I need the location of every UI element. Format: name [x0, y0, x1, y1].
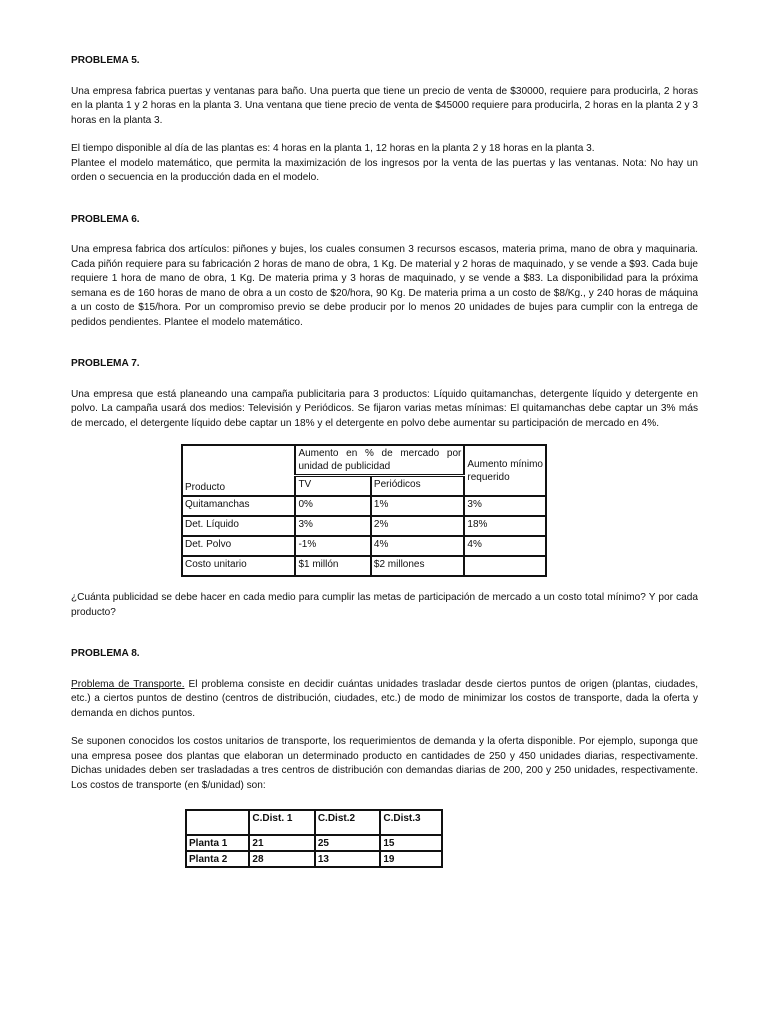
- document-page: [71, 54, 698, 868]
- cell-periodicos: $2 millones: [371, 556, 464, 576]
- table-row: [182, 536, 546, 556]
- header-minimo: Aumento mínimo requerido: [464, 445, 546, 496]
- cell-tv: 3%: [295, 516, 370, 536]
- problem-5-paragraph-3: Plantee el modelo matemático, que permita la maximización de los ingresos por la venta de las puertas y las ventanas. Nota: No hay un orden o secuencia en la producción dada en el modelo.: [71, 157, 698, 183]
- cell-producto: Quitamanchas: [182, 496, 295, 516]
- header-producto: Producto: [182, 445, 295, 496]
- cell-periodicos: 1%: [371, 496, 464, 516]
- header-tv: TV: [295, 476, 370, 497]
- table-row: [186, 835, 442, 851]
- cell-cost: 21: [249, 835, 314, 851]
- transport-cost-table: [185, 809, 443, 868]
- cell-cost: 19: [380, 851, 442, 867]
- cell-cost: 28: [249, 851, 314, 867]
- problem-8-paragraph-1: [71, 678, 698, 722]
- table-row: [182, 496, 546, 516]
- table-row: [182, 516, 546, 536]
- problem-8-title: PROBLEMA 8.: [71, 648, 140, 659]
- cell-minimo: [464, 556, 546, 576]
- problem-8-paragraph-1-text: El problema consiste en decidir cuántas unidades trasladar desde ciertos puntos de origen (plantas, ciudades, etc.) a ciertos puntos de destino (centros de distribución, ciudades, etc.) de modo de minimizar los costos de transporte, dada la oferta y demanda en dichos puntos.: [71, 678, 698, 719]
- cell-cost: 15: [380, 835, 442, 851]
- table-row: [186, 851, 442, 867]
- cell-tv: -1%: [295, 536, 370, 556]
- cell-cost: 13: [315, 851, 381, 867]
- cell-minimo: 3%: [464, 496, 546, 516]
- problem-7-title: PROBLEMA 7.: [71, 358, 140, 369]
- cell-tv: 0%: [295, 496, 370, 516]
- header-cdist-2: C.Dist.2: [315, 810, 381, 835]
- cell-minimo: 18%: [464, 516, 546, 536]
- cell-periodicos: 4%: [371, 536, 464, 556]
- problem-6-paragraph-1: Una empresa fabrica dos artículos: piñones y bujes, los cuales consumen 3 recursos escasos, materia prima, mano de obra y maquinaria. Cada piñón requiere para su fabricación 2 horas de mano de obra, 1 Kg. De material y 2 horas de maquinado, y se vende a $93. Cada buje requiere 1 hora de mano de obra, 1 Kg. De materia prima y 3 horas de maquinado, y se vende a $83. La disponibilidad para la próxima semana es de 160 horas de mano de obra a un costo de $20/hora, 90 Kg. De materia prima a un costo de $8/Kg., y 240 horas de máquina a un costo de $15/hora. Por un compromiso previo se debe producir por lo menos 20 unidades de bujes para cumplir con la entrega de pedidos pendientes. Plantee el modelo matemático.: [71, 244, 698, 328]
- cell-producto: Costo unitario: [182, 556, 295, 576]
- header-periodicos: Periódicos: [371, 476, 464, 497]
- cell-producto: Det. Polvo: [182, 536, 295, 556]
- header-empty: [186, 810, 249, 835]
- problem-8-paragraph-2: Se suponen conocidos los costos unitarios de transporte, los requerimientos de demanda y la oferta disponible. Por ejemplo, suponga que una empresa posee dos plantas que elaboran un determinado producto en cantidades de 250 y 450 unidades diarias, respectivamente. Dichas unidades deben ser trasladadas a tres centros de distribución con demandas diarias de 200, 200 y 250 unidades, respectivamente. Los costos de transporte (en $/unidad) son:: [71, 736, 698, 791]
- header-cdist-3: C.Dist.3: [380, 810, 442, 835]
- table-header-row: [186, 810, 442, 835]
- header-cdist-1: C.Dist. 1: [249, 810, 314, 835]
- cell-tv: $1 millón: [295, 556, 370, 576]
- cell-planta: Planta 1: [186, 835, 249, 851]
- header-aumento: Aumento en % de mercado por unidad de publicidad: [295, 445, 464, 476]
- problem-5-paragraph-1: Una empresa fabrica puertas y ventanas para baño. Una puerta que tiene un precio de venta de $30000, requiere para producirla, 2 horas en la planta 1 y 2 horas en la planta 3. Una ventana que tiene precio de venta de $45000 requiere para producirla, 2 horas en la planta 2 y 3 horas en la planta 3.: [71, 85, 698, 126]
- cell-producto: Det. Líquido: [182, 516, 295, 536]
- problem-7-question: ¿Cuánta publicidad se debe hacer en cada medio para cumplir las metas de participación de mercado a un costo total mínimo? Y por cada producto?: [71, 592, 698, 618]
- problem-6-title: PROBLEMA 6.: [71, 213, 140, 225]
- problem-8-lead: Problema de Transporte.: [71, 678, 185, 690]
- cell-periodicos: 2%: [371, 516, 464, 536]
- advertising-table: [181, 444, 547, 577]
- cell-minimo: 4%: [464, 536, 546, 556]
- problem-5-title: PROBLEMA 5.: [71, 55, 140, 66]
- problem-5-paragraph-2: El tiempo disponible al día de las plantas es: 4 horas en la planta 1, 12 horas en la planta 2 y 18 horas en la planta 3.: [71, 143, 595, 154]
- problem-7-paragraph-1: Una empresa que está planeando una campaña publicitaria para 3 productos: Líquido quitamanchas, detergente líquido y detergente en polvo. La campaña usará dos medios: Televisión y Periódicos. Se fijaron varias metas mínimas: El quitamanchas debe captar un 3% más de mercado, el detergente líquido debe captar un 18% y el detergente en polvo debe aumentar su participación de mercado en 4%.: [71, 388, 698, 429]
- table-row: [182, 556, 546, 576]
- cell-cost: 25: [315, 835, 381, 851]
- cell-planta: Planta 2: [186, 851, 249, 867]
